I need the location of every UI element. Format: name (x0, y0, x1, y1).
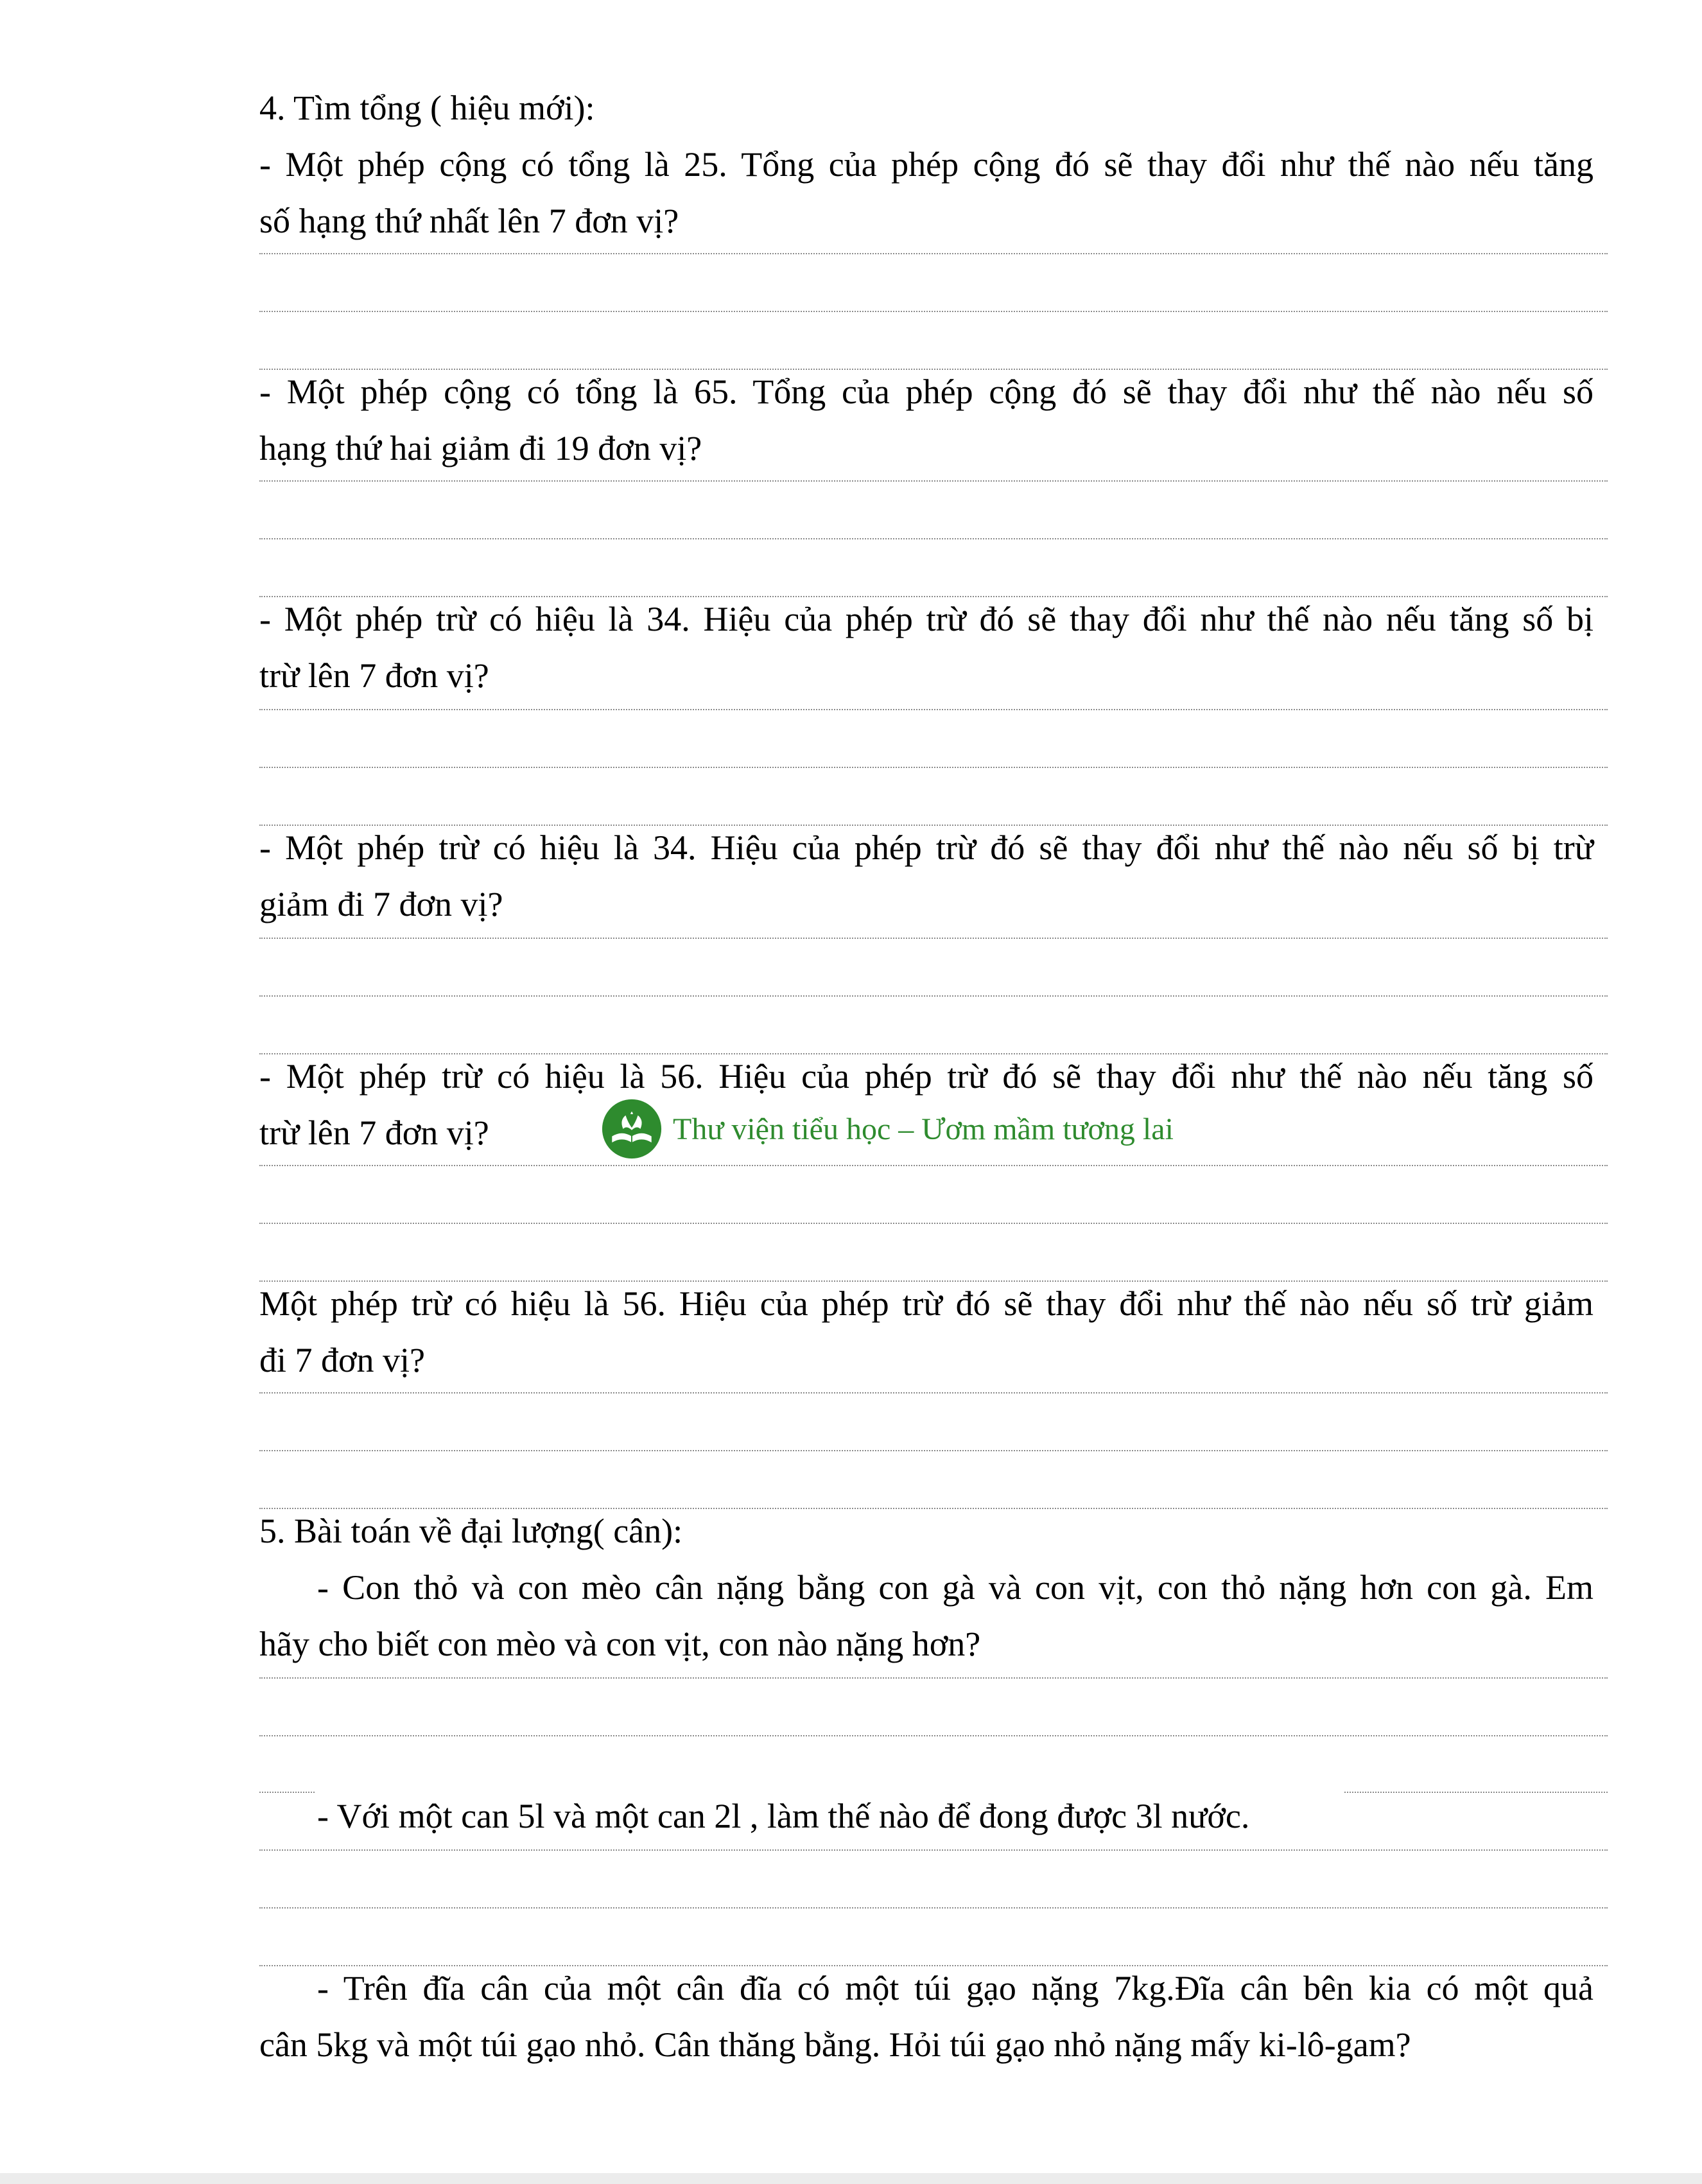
answer-line (259, 480, 1608, 482)
section-4-heading: 4. Tìm tổng ( hiệu mới): (259, 89, 595, 127)
answer-line (259, 1392, 1608, 1393)
answer-line (259, 1165, 1608, 1166)
problem-1-line-2: hãy cho biết con mèo và con vịt, con nào nặng hơn? (259, 1625, 981, 1663)
section-5-heading: 5. Bài toán về đại lượng( cân): (259, 1512, 683, 1550)
answer-line (259, 253, 1608, 254)
answer-line (259, 1907, 1608, 1909)
library-watermark (601, 1099, 1174, 1158)
question-1-line-2: số hạng thứ nhất lên 7 đơn vị? (259, 202, 679, 240)
question-5-line-2: trừ lên 7 đơn vị? (259, 1114, 489, 1152)
answer-line (259, 995, 1608, 997)
question-4-line-1: - Một phép trừ có hiệu là 34. Hiệu của phép trừ đó sẽ thay đổi như thế nào nếu số bị trừ (259, 828, 1593, 867)
question-6-line-1: Một phép trừ có hiệu là 56. Hiệu của phép trừ đó sẽ thay đổi như thế nào nếu số trừ giảm (259, 1284, 1593, 1323)
answer-line (259, 1849, 1608, 1851)
answer-line (259, 1223, 1608, 1224)
question-3-line-2: trừ lên 7 đơn vị? (259, 656, 489, 695)
answer-line (259, 1792, 315, 1793)
open-book-logo-icon (601, 1098, 663, 1160)
question-2-line-2: hạng thứ hai giảm đi 19 đơn vị? (259, 429, 702, 467)
answer-line (259, 1677, 1608, 1679)
answer-line (259, 311, 1608, 312)
problem-2-line-1: - Với một can 5l và một can 2l , làm thế nào để đong được 3l nước. (317, 1797, 1250, 1835)
question-3-line-1: - Một phép trừ có hiệu là 34. Hiệu của phép trừ đó sẽ thay đổi như thế nào nếu tăng số bị (259, 600, 1593, 638)
question-2-line-1: - Một phép cộng có tổng là 65. Tổng của phép cộng đó sẽ thay đổi như thế nào nếu số (259, 372, 1593, 411)
problem-1-line-1: - Con thỏ và con mèo cân nặng bằng con gà và con vịt, con thỏ nặng hơn con gà. Em (317, 1568, 1593, 1607)
answer-line (259, 1450, 1608, 1451)
question-4-line-2: giảm đi 7 đơn vị? (259, 885, 503, 923)
question-1-line-1: - Một phép cộng có tổng là 25. Tổng của phép cộng đó sẽ thay đổi như thế nào nếu tăng (259, 145, 1593, 184)
answer-line (259, 767, 1608, 768)
page-bottom-edge (0, 2173, 1702, 2184)
answer-line (1344, 1792, 1608, 1793)
answer-line (259, 709, 1608, 710)
watermark-text: Thư viện tiểu học – Ươm mầm tương lai (673, 1112, 1174, 1146)
question-5-line-1: - Một phép trừ có hiệu là 56. Hiệu của phép trừ đó sẽ thay đổi như thế nào nếu tăng số (259, 1057, 1593, 1096)
answer-line (259, 938, 1608, 939)
question-6-line-2: đi 7 đơn vị? (259, 1341, 426, 1379)
answer-line (259, 1735, 1608, 1736)
answer-line (259, 538, 1608, 539)
problem-3-line-1: - Trên đĩa cân của một cân đĩa có một túi gạo nặng 7kg.Đĩa cân bên kia có một quả (317, 1969, 1593, 2007)
problem-3-line-2: cân 5kg và một túi gạo nhỏ. Cân thăng bằng. Hỏi túi gạo nhỏ nặng mấy ki-lô-gam? (259, 2025, 1411, 2064)
